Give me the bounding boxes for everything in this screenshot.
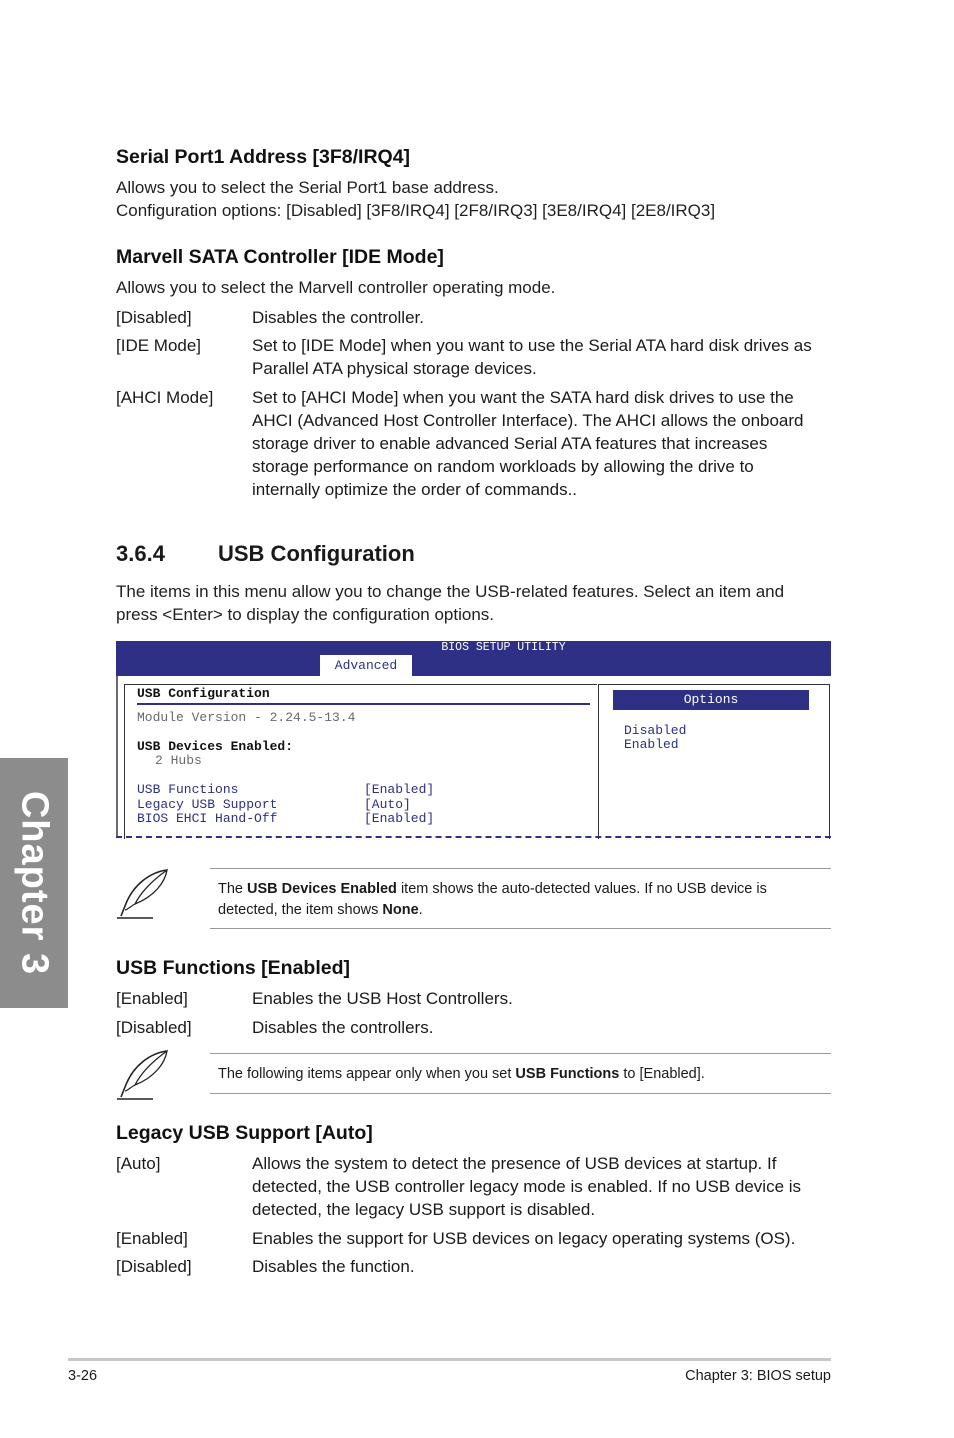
note-bottom-rule [210, 928, 831, 929]
desc-line: internally optimize the order of commands.. [252, 480, 578, 499]
desc-line: AHCI (Advanced Host Controller Interface). The AHCI allows the onboard [252, 411, 804, 430]
note-text: The [218, 881, 248, 897]
marvell-heading: Marvell SATA Controller [IDE Mode] [116, 246, 444, 268]
desc-line: Disables the controller. [252, 308, 424, 327]
desc-line: storage driver to enable advanced Serial ATA features that increases [252, 434, 768, 453]
note-bold: USB Functions [515, 1066, 620, 1082]
legacy-usb-heading: Legacy USB Support [Auto] [116, 1122, 373, 1144]
note-devices-enabled [218, 879, 828, 921]
bios-item-name[interactable]: Legacy USB Support [137, 797, 278, 812]
bios-body [116, 676, 831, 838]
bios-devices-label: USB Devices Enabled: [137, 739, 294, 754]
desc-line: storage performance on random workloads by allowing the drive to [252, 457, 754, 476]
usb-functions-option-desc: Enables the USB Host Controllers. [252, 989, 513, 1008]
usb-config-intro-2: press <Enter> to display the configuration options. [116, 605, 495, 624]
desc-line: Set to [AHCI Mode] when you want the SATA hard disk drives to use the [252, 388, 794, 407]
chapter-side-tab [0, 758, 68, 1008]
note-feather-icon [113, 1047, 173, 1102]
bios-option[interactable]: Enabled [624, 737, 679, 752]
bios-title: BIOS SETUP UTILITY [441, 641, 566, 654]
note-bottom-rule [210, 1093, 831, 1094]
legacy-option-key: [Auto] [116, 1154, 161, 1173]
note-line [218, 879, 828, 900]
marvell-option-key: [IDE Mode] [116, 336, 202, 355]
bios-tab-advanced[interactable]: Advanced [320, 655, 412, 676]
legacy-option-desc [252, 1152, 832, 1221]
legacy-option-desc [252, 1227, 832, 1250]
note-top-rule [210, 1053, 831, 1054]
usb-config-number: 3.6.4 [116, 541, 165, 566]
legacy-option-desc [252, 1255, 832, 1278]
usb-functions-heading: USB Functions [Enabled] [116, 957, 350, 979]
note-text: detected, the item shows [218, 902, 383, 918]
footer-chapter: Chapter 3: BIOS setup [685, 1368, 831, 1384]
bios-option[interactable]: Disabled [624, 723, 687, 738]
bios-module-version: Module Version - 2.24.5-13.4 [137, 710, 356, 725]
usb-functions-option-key: [Disabled] [116, 1018, 192, 1037]
note-usb-functions [218, 1064, 828, 1085]
legacy-option-key: [Disabled] [116, 1257, 192, 1276]
note-line [218, 900, 828, 921]
note-top-rule [210, 868, 831, 869]
marvell-option-desc [252, 334, 832, 380]
marvell-option-desc [252, 386, 832, 501]
usb-config-title: USB Configuration [218, 541, 415, 566]
bios-item-value[interactable]: [Auto] [364, 797, 411, 812]
page-number: 3-26 [68, 1368, 98, 1384]
bios-options-header: Options [613, 690, 809, 710]
bios-panel-title: USB Configuration [137, 686, 270, 701]
bios-item-name[interactable]: BIOS EHCI Hand-Off [137, 811, 278, 826]
legacy-option-key: [Enabled] [116, 1229, 188, 1248]
serial-port-options: Configuration options: [Disabled] [3F8/IRQ4] [2F8/IRQ3] [3E8/IRQ4] [2E8/IRQ3] [116, 201, 716, 220]
footer-rule [68, 1358, 831, 1361]
note-text: The following items appear only when you set [218, 1066, 516, 1082]
marvell-option-desc [252, 306, 832, 329]
desc-line: Set to [IDE Mode] when you want to use the Serial ATA hard disk drives as [252, 336, 812, 355]
marvell-option-key: [Disabled] [116, 308, 192, 327]
bios-item-value[interactable]: [Enabled] [364, 782, 435, 797]
usb-functions-option-desc: Disables the controllers. [252, 1018, 434, 1037]
desc-line: Enables the support for USB devices on legacy operating systems (OS). [252, 1229, 796, 1248]
note-bold: None [382, 902, 419, 918]
note-text: . [418, 902, 423, 918]
bios-bottom-dashes [116, 836, 831, 838]
marvell-intro: Allows you to select the Marvell controller operating mode. [116, 278, 556, 297]
note-text: to [Enabled]. [619, 1066, 705, 1082]
marvell-option-key: [AHCI Mode] [116, 388, 214, 407]
usb-config-intro-1: The items in this menu allow you to change the USB-related features. Select an item and [116, 582, 785, 601]
desc-line: detected, the USB controller legacy mode is enabled. If no USB device is [252, 1177, 802, 1196]
serial-port-heading: Serial Port1 Address [3F8/IRQ4] [116, 146, 411, 168]
desc-line: Allows the system to detect the presence of USB devices at startup. If [252, 1154, 777, 1173]
bios-item-name[interactable]: USB Functions [137, 782, 239, 797]
note-bold: USB Devices Enabled [247, 881, 397, 897]
serial-port-desc: Allows you to select the Serial Port1 base address. [116, 178, 499, 197]
chapter-tab-label: Chapter 3 [13, 790, 56, 976]
desc-line: detected, the legacy USB support is disabled. [252, 1200, 596, 1219]
bios-devices-value: 2 Hubs [155, 753, 202, 768]
bios-item-value[interactable]: [Enabled] [364, 811, 435, 826]
note-text: item shows the auto-detected values. If no USB device is [396, 881, 767, 897]
usb-functions-option-key: [Enabled] [116, 989, 188, 1008]
bios-title-underline [137, 703, 590, 705]
note-feather-icon [113, 866, 173, 921]
desc-line: Disables the function. [252, 1257, 415, 1276]
bios-screenshot [116, 641, 831, 838]
bios-title-bar [116, 641, 831, 676]
desc-line: Parallel ATA physical storage devices. [252, 359, 537, 378]
